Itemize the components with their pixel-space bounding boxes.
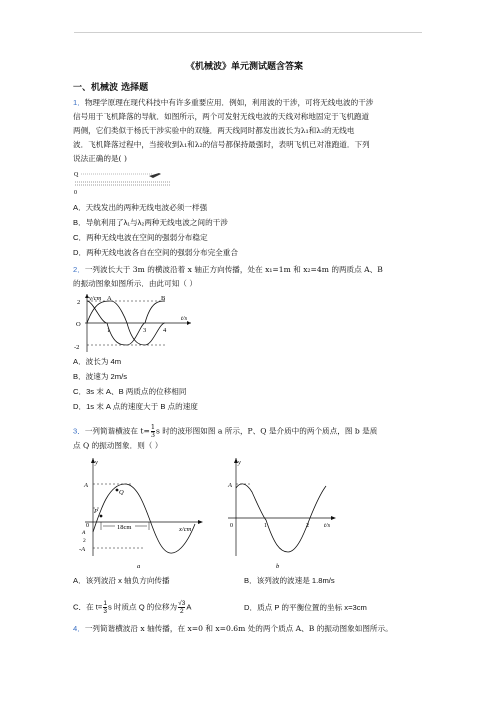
t-axis-label: t/s [324,522,331,529]
t-tick-4: 4 [163,327,167,334]
neg-amplitude-label: -A [79,546,86,553]
figure-a-caption: a [137,563,141,570]
question-number: 4． [73,624,85,633]
t-tick-1: 1 [107,327,111,334]
y-tick-bottom: -2 [74,344,80,351]
point-q-label: Q [119,489,124,496]
option-d: D．两种无线电波各自在空间的强弱分布完全重合 [73,248,238,257]
option-c: C．3s 末 A、B 两质点的位移相同 [73,387,187,396]
question-text-line: 波．飞机降落过程中，当接收到λ₁和λ₂的信号都保持最强时，表明飞机已对准跑道．下列 [73,140,370,149]
option-b: B．波速为 2m/s [73,372,128,381]
question-number: 2． [73,265,85,274]
runway-diagram [73,168,173,196]
option-b: B．该列波的波速是 1.8m/s [244,576,335,585]
question-text: 一列简谐横波在 t= [84,426,150,436]
header-rule [74,32,422,33]
antenna-label-bottom: 0 [74,190,77,196]
wave-figure-a [73,458,213,570]
question-text-line: 点 Q 的振动图象．则（ ） [73,441,163,450]
origin-label: 0 [86,523,89,529]
y-tick-top: 2 [77,299,81,306]
airplane-icon [149,173,161,178]
fraction: $\frac{1}{3}$ [103,600,107,615]
document-title: 《机械波》单元测试题含答案 [186,62,304,72]
runway-figure [73,168,173,196]
question-number: 1． [73,98,85,107]
fraction: $\frac{1}{3}$ [150,423,155,439]
question-text-line: 物理学原理在现代科技中有许多重要应用．例如，利用波的干涉，可将无线电波的干涉 [84,98,374,107]
t-tick-2: 2 [306,523,309,529]
origin-label: 0 [230,523,233,529]
section-heading: 一、机械波 选择题 [73,83,149,93]
option-b: B．导航利用了λ₁与λ₂两种无线电波之间的干涉 [73,218,228,227]
half-amplitude-den: 2 [83,538,86,544]
vibration-graph [73,292,203,354]
question-4 [73,624,393,634]
question-text-line: 信号用于飞机降落的导航．如图所示，两个可发射无线电波的天线对称地固定于飞机跑道 [73,112,370,121]
question-text: s 时的波形图如图 a 所示，P、Q 是介质中的两个质点，图 b 是质 [155,426,378,436]
option-c: C．在 t= $\frac{1}{3}$ s 时质点 Q 的位移为 $\frac{√3}{2}$ A [73,600,192,615]
t-tick-3: 3 [143,327,147,334]
y-axis-label: y [238,459,241,466]
y-axis-label: y/cm [89,295,102,302]
amplitude-label: A [84,482,88,489]
curve-label-a: A [107,295,112,302]
figure-b-caption: b [276,563,280,570]
question-text-line: 的振动图象如图所示．由此可知（ ） [73,279,197,288]
option-d: D．1s 末 A 点的速度大于 B 点的速度 [73,402,198,411]
antenna-label-top: Q [74,172,79,178]
origin-label: O [76,321,81,328]
option-c: C．两种无线电波在空间的强弱分布稳定 [73,233,208,242]
option-d: D．质点 P 的平衡位置的坐标 x=3cm [244,603,367,612]
question-number: 3． [73,426,85,436]
option-a: A．该列波沿 x 轴负方向传播 [73,576,170,585]
vibration-figure-b [226,458,346,570]
x-axis-label: x/cm [179,526,192,533]
curve-label-b: B [161,295,166,302]
question-text-line: 一列简谐横波沿 x 轴传播，在 x=0 和 x=0.6m 处的两个质点 A、B 的振动图象如图所示。 [84,624,393,633]
amplitude-label: A [228,482,232,489]
y-axis-label: y [95,459,98,466]
question-text-line: 一列波长大于 3m 的横波沿着 x 轴正方向传播，处在 x₁=1m 和 x₂=4m 的两质点 A、B [84,265,383,274]
distance-label: 18cm [117,524,132,531]
x-axis-label: t/s [181,315,188,322]
t-tick-1: 1 [264,523,267,529]
question-text-line: 两侧，它们类似于杨氏干涉实验中的双缝．两天线同时都发出波长为λ₁和λ₂的无线电 [73,126,355,135]
sqrt-fraction: $\frac{√3}{2}$ [178,600,186,615]
point-p-label: P [94,508,98,515]
question-text-line: 说法正确的是( ) [73,154,127,163]
option-a: A．波长为 4m [73,357,122,366]
half-amplitude-label: A [82,530,86,536]
option-a: A．天线发出的两种无线电波必须一样强 [73,203,208,212]
